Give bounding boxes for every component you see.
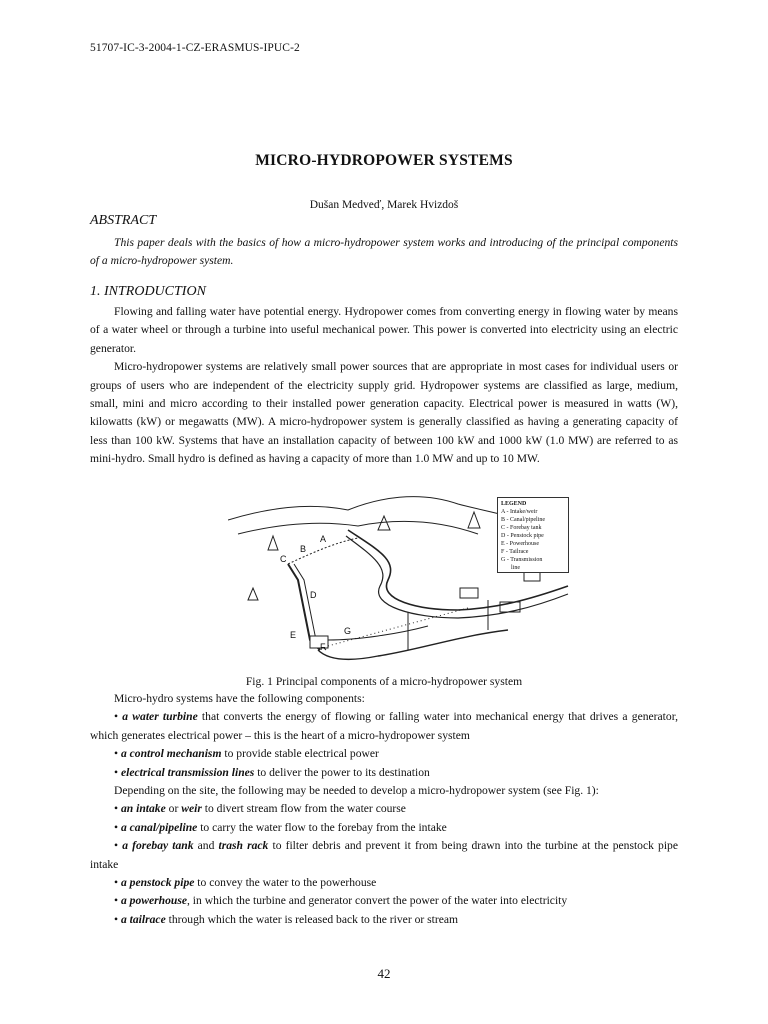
abstract-paragraph: This paper deals with the basics of how a micro-hydropower system works and introducing of the principal components of a micro-hydropower system. (90, 236, 678, 268)
intro-heading: 1. INTRODUCTION (90, 284, 206, 299)
components-lead: Micro-hydro systems have the following components: (114, 692, 365, 705)
legend-item: F - Tailrace (501, 549, 529, 555)
figure-label-f: F (320, 642, 326, 652)
components-lead-2: Depending on the site, the following may be needed to develop a micro-hydropower system (see Fig. 1): (114, 784, 599, 798)
figure-label-c: C (280, 554, 287, 564)
figure-label-a: A (320, 534, 327, 544)
legend-item: A - Intake/weir (501, 509, 538, 515)
components-text (90, 690, 678, 929)
figure-label-b: B (300, 544, 307, 554)
figure-label-d: D (310, 590, 317, 600)
component-item: • a canal/pipeline to carry the water flow to the forebay from the intake (114, 820, 447, 834)
component-item: • a control mechanism to provide stable electrical power (114, 747, 379, 761)
abstract-heading: ABSTRACT (90, 213, 157, 228)
figure-label-e: E (290, 630, 297, 640)
figure-label-g: G (344, 626, 352, 636)
abstract-text (90, 234, 678, 271)
legend-item: G - Transmission (501, 557, 543, 563)
legend-item: C - Forebay tank (501, 525, 542, 531)
component-item: • an intake or weir to divert stream flow from the water course (114, 802, 406, 816)
authors: Dušan Medveď, Marek Hvizdoš (309, 199, 459, 211)
legend-item: B - Canal/pipeline (501, 517, 545, 523)
legend-title: LEGEND (501, 501, 527, 507)
component-item: • a water turbine that converts the energy of flowing or falling water into mechanical energy that drives a generator, which generates electrical power – this is the heart of a micro-hydropower system (90, 710, 678, 742)
paper-title: MICRO-HYDROPOWER SYSTEMS (255, 152, 513, 169)
component-item: • a penstock pipe to convey the water to the powerhouse (114, 876, 377, 890)
page-number: 42 (377, 966, 391, 981)
figure-caption: Fig. 1 Principal components of a micro-hydropower system (245, 675, 523, 688)
component-item: • a tailrace through which the water is released back to the river or stream (114, 912, 459, 926)
intro-text (90, 303, 678, 469)
running-header: 51707-IC-3-2004-1-CZ-ERASMUS-IPUC-2 (90, 42, 300, 54)
intro-paragraph-1: Flowing and falling water have potential energy. Hydropower comes from converting energy in flowing water by means of a water wheel or through a turbine into useful mechanical power. This power is converted into electricity using an electric generator. (90, 305, 678, 355)
figure-legend (497, 497, 569, 573)
component-item: • electrical transmission lines to deliver the power to its destination (114, 765, 430, 779)
legend-item: D - Penstock pipe (501, 533, 544, 539)
component-item: • a powerhouse, in which the turbine and generator convert the power of the water into electricity (114, 894, 568, 908)
legend-item: line (511, 565, 520, 571)
component-item: • a forebay tank and trash rack to filter debris and prevent it from being drawn into the turbine at the penstock pipe intake (90, 839, 678, 871)
intro-paragraph-2: Micro-hydropower systems are relatively small power sources that are appropriate in most cases for individual users or groups of users who are independent of the electricity supply grid. Hydropower systems are classified as large, medium, small, mini and micro according to their installed power generation capacity. Electrical power is measured in watts (W), kilowatts (kW) or megawatts (MW). A micro-hydropower system is generally classified as having a generating capacity of less than 100 kW. Systems that have an installation capacity of between 100 kW and 1000 kW (1.0 MW) are referred to as mini-hydro. Small hydro is defined as having a capacity of more than 1.0 MW and up to 10 MW. (90, 360, 678, 466)
legend-item: E - Powerhouse (501, 541, 539, 547)
